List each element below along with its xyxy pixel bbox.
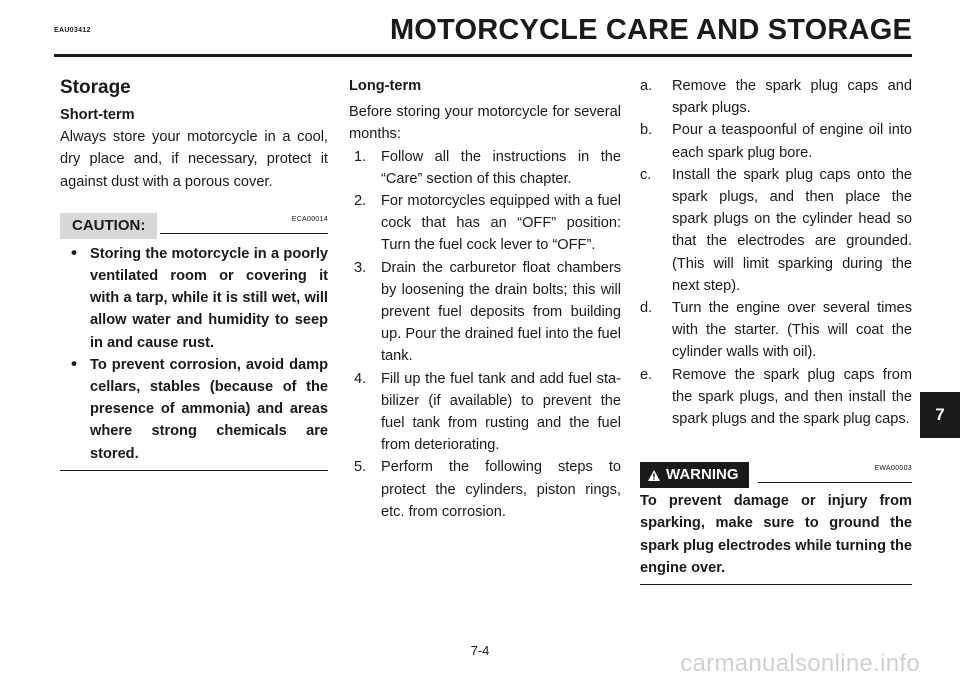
step-item: 4. Fill up the fuel tank and add fuel sta-bilizer (if available) to prevent the fuel tank from rusting and the fuel from deteriorating. bbox=[354, 370, 621, 454]
title-rule bbox=[54, 54, 912, 57]
column-right bbox=[640, 75, 912, 585]
caution-item: • Storing the motorcycle in a poorly ventilated room or covering it with a tarp, while it is still wet, will allow water and humidity to seep in and cause rust. bbox=[60, 243, 328, 354]
column-left bbox=[60, 75, 328, 471]
doc-code: EAU03412 bbox=[54, 27, 91, 34]
caution-label: CAUTION: bbox=[60, 213, 157, 239]
short-term-paragraph: Always store your motorcycle in a cool, dry place and, if necessary, protect it against dust with a porous cover. bbox=[60, 129, 328, 190]
sub-steps bbox=[640, 75, 912, 430]
step-item: 3. Drain the carburetor float chambers by loosening the drain bolts; this will prevent fuel deposits from building up. Pour the drained fuel into the fuel tank. bbox=[354, 259, 621, 365]
caution-code: ECA00014 bbox=[291, 215, 328, 223]
caution-item: • To prevent corrosion, avoid damp cellars, stables (because of the presence of ammonia) and areas where strong chemicals are stored. bbox=[60, 354, 328, 465]
warning-end-rule bbox=[640, 584, 912, 585]
substep-item: b. Pour a teaspoonful of engine oil into each spark plug bore. bbox=[640, 122, 912, 161]
page-title: MOTORCYCLE CARE AND STORAGE bbox=[389, 14, 912, 46]
caution-rule bbox=[160, 233, 328, 234]
substep-item: a. Remove the spark plug caps and spark plugs. bbox=[640, 78, 912, 117]
substep-item: c. Install the spark plug caps onto the spark plugs, and then place the spark plugs on the cylinder head so that the electrodes are grounded. (This will limit sparking during the next step). bbox=[640, 166, 912, 294]
warning-triangle-icon bbox=[648, 470, 660, 481]
subheading-long-term: Long-term bbox=[349, 78, 422, 94]
caution-header bbox=[60, 209, 328, 237]
substep-item: d. Turn the engine over several times with the starter. (This will coat the cylinder walls with oil). bbox=[640, 300, 912, 361]
caution-end-rule bbox=[60, 470, 328, 471]
watermark: carmanualsonline.info bbox=[680, 650, 920, 677]
chapter-tab: 7 bbox=[920, 392, 960, 438]
warning-label-text: WARNING bbox=[666, 466, 739, 484]
warning-text: To prevent damage or injury from sparking, make sure to ground the spark plug electrodes while turning the engine over. bbox=[640, 493, 912, 576]
step-item: 2. For motorcycles equipped with a fuel cock that has an “OFF” position: Turn the fuel cock lever to “OFF”. bbox=[354, 193, 621, 254]
warning-label bbox=[640, 462, 749, 488]
long-term-steps bbox=[349, 146, 621, 523]
subheading-short-term: Short-term bbox=[60, 107, 135, 123]
column-middle bbox=[349, 75, 621, 523]
step-item: 1. Follow all the instructions in the “Care” section of this chapter. bbox=[354, 148, 621, 187]
substep-item: e. Remove the spark plug caps from the spark plugs, and then install the spark plugs and the spark plug caps. bbox=[640, 366, 912, 428]
warning-rule bbox=[758, 482, 912, 483]
warning-header bbox=[640, 458, 912, 486]
warning-code: EWA00003 bbox=[874, 465, 912, 473]
step-item: 5. Perform the following steps to protect the cylinders, piston rings, etc. from corrosion. bbox=[354, 459, 621, 520]
page-number: 7-4 bbox=[470, 643, 490, 658]
section-heading: Storage bbox=[60, 77, 131, 98]
long-term-intro: Before storing your motorcycle for several months: bbox=[349, 104, 621, 143]
caution-list bbox=[60, 243, 328, 465]
